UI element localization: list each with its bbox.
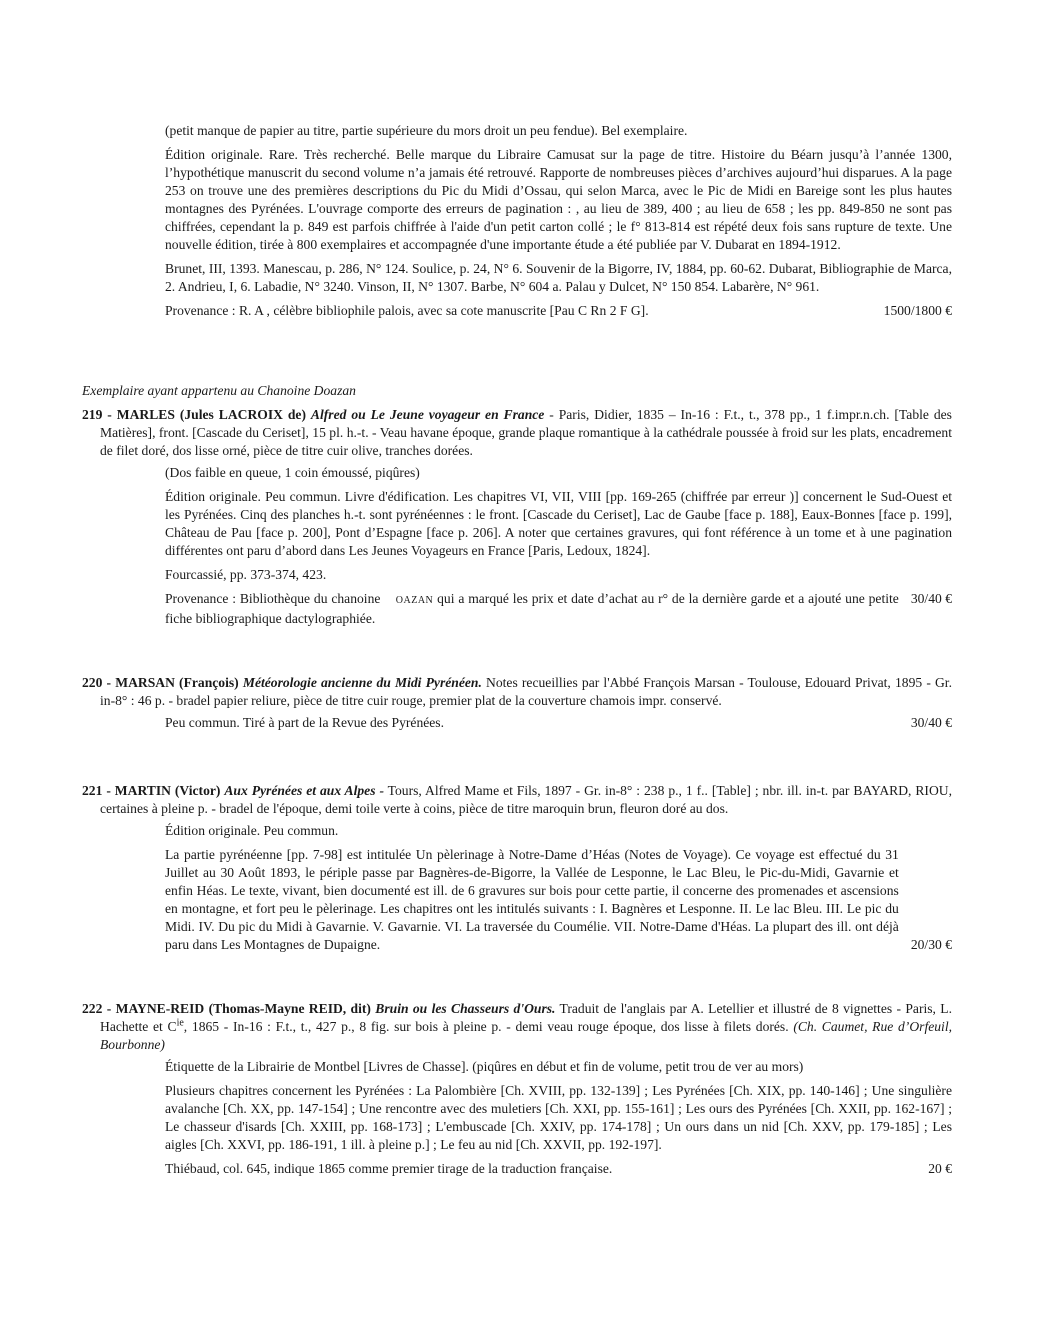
provenance [165,590,899,628]
references: Fourcassié, pp. 373-374, 423. [165,567,327,582]
references: Thiébaud, col. 645, indique 1865 comme premier tirage de la traduction française. [165,1161,613,1176]
entry-number: 221 - [82,783,111,798]
imprint-superscript: ie [176,1017,184,1029]
note-line [165,714,952,732]
entry-body [165,822,952,954]
provenance-text: Provenance : Bibliothèque du chanoine [165,591,381,606]
entry-body [165,1058,952,1178]
provenance: Provenance : R. A , célèbre bibliophile palois, avec sa cote manuscrite [Pau C Rn 2 F G]. [165,303,649,318]
references: Brunet, III, 1393. Manescau, p. 286, N° 124. Soulice, p. 24, N° 6. Souvenir de la Bigorre, IV, 1884, pp. 60-62. Dubarat, Bibliographie de Marca, 2. Andrieu, I, 6. Labadie, N° 3240. Vinson, II, N° 1307. Barbe, N° 604 a. Palau y Dulcet, N° 150 854. Labarère, N° 961. [165,261,952,294]
imprint: Tours, Alfred Mame et Fils, 1897 - Gr. in-8° : 238 p., 1 f.. [Table] ; nbr. ill. in-t. par BAYARD, RIOU, certaines à pleine p. - bradel de l'époque, demi toile verte à coins, pièce de titre maroquin brun, fleuron doré au dos. [100,783,952,816]
title: Météorologie ancienne du Midi Pyrénéen. [242,675,482,690]
price: 20 € [928,1161,952,1176]
title: Bruin ou les Chasseurs d'Ours. [375,1001,556,1016]
references-line [165,1160,952,1178]
previous-entry-continuation [165,122,952,320]
price: 20/30 € [910,937,952,952]
note: Peu commun. Tiré à part de la Revue des Pyrénées. [165,715,444,730]
entry-number: 220 - [82,675,112,690]
entry-header [82,782,952,818]
chapters: Plusieurs chapitres concernent les Pyrénées : La Palombière [Ch. XVIII, pp. 132-139] ; Les Pyrénées [Ch. XIX, pp. 140-146] ; Une singulière avalanche [Ch. XX, pp. 147-154] ; Une rencontre avec des muletiers [Ch. XXI, pp. 155-161] ; Les ours des Pyrénées [Ch. XXII, pp. 162-167] ; Le chasseur d'isards [Ch. XXIII, pp. 168-173] ; L'embuscade [Ch. XXIV, pp. 174-178] ; Un ours dans un nid [Ch. XXV, pp. 179-185] ; Les aigles [Ch. XXVI, pp. 186-191, 1 ill. à pleine p.] ; Le feu au nid [Ch. XXVII, pp. 192-197]. [165,1083,952,1152]
provenance-text-end: qui a marqué les prix et date d’achat au r° de la dernière garde et a ajouté une petite fiche bibliographique dactylographiée. [165,591,899,626]
title: Aux Pyrénées et aux Alpes - [224,783,384,798]
entry-221 [82,782,952,960]
provenance-line [165,590,952,628]
author: MARLES (Jules LACROIX de) [116,407,306,422]
description: Édition originale. Rare. Très recherché. Belle marque du Libraire Camusat sur la page de titre. Histoire du Béarn jusqu’à l’année 1300, l’hypothétique manuscrit du second volume n’a jamais été retrouvé. Rapporte de nombreuses pièces d’archives aujourd’hui disparues. A la page 253 on trouve une des premières descriptions du Pic du Midi d’Ossau, qui selon Marca, avec le Pic de Midi en Bareige sont les plus hautes montagnes des Pyrénées. L'ouvrage comporte des erreurs de pagination : , au lieu de 389, 400 ; au lieu de 658 ; les pp. 849-850 ne sont pas chiffrées, cependant la p. 849 est parfois chiffrée à l'aide d'un petit carton collé ; le f° 813-814 est répété deux fois sans rupture de texte. Une nouvelle édition, tirée à 800 exemplaires et accompagnée d'une importante étude a été publiée par V. Dubarat en 1894-1912. [165,147,952,252]
binder-note: (Ch. Caumet, Rue d’Orfeuil, Bourbonne) [100,1019,952,1052]
price: 1500/1800 € [883,303,952,318]
entry-header [82,406,952,460]
entry-number: 222 - [82,1001,112,1016]
entry-number: 219 - [82,407,112,422]
title: Alfred ou Le Jeune voyageur en France [310,407,545,422]
entry-header [82,674,952,710]
label-note: Étiquette de la Librairie de Montbel [Livres de Chasse]. (piqûres en début et fin de volume, petit trou de ver au mors) [165,1059,804,1074]
entry-body [165,714,952,732]
section-heading: Exemplaire ayant appartenu au Chanoine Doazan [82,383,356,398]
provenance-line [165,302,952,320]
description: Édition originale. Peu commun. Livre d'édification. Les chapitres VI, VII, VIII [pp. 169-265 (chiffrée par erreur )] concernent le Sud-Ouest et les Pyrénées. Cinq des planches h.-t. sont pyrénéennes : le front. [Cascade du Ceriset], Lac de Gaube [face p. 188], Eaux-Bonnes [face p. 199], Château de Pau [face p. 200], Pont d’Espagne [face p. 206]. A noter que certaines gravures, qui font référence à un tome et à une pagination différentes ont paru d’abord dans Les Jeunes Voyageurs en France [Paris, Ledoux, 1824]. [165,489,952,558]
description: La partie pyrénéenne [pp. 7-98] est intitulée Un pèlerinage à Notre-Dame d’Héas (Notes de Voyage). Ce voyage est effectué du 31 Juillet au 30 Août 1893, le périple passe par Bagnères-de-Bigorre, la Vallée de Lesponne, le Lac Bleu, le Pic-du-Midi, Gavarnie et enfin Héas. Le texte, vivant, bien documenté est ill. de 6 gravures sur bois pour cette partie, il concerne des promenades et ascensions en montagne, et fort peu le pèlerinage. Les chapitres ont les intitulés suivants : I. Bagnères et Lesponne. II. Le lac Bleu. III. Le pic du Midi. IV. Du pic du Midi à Gavarnie. V. Gavarnie. VI. La traversée du Coumélie. VII. Notre-Dame d'Héas. La plupart des ill. ont déjà paru dans Les Montagnes de Dupaigne. [165,847,899,952]
note: Édition originale. Peu commun. [165,823,339,838]
author: MARTIN (Victor) [114,783,221,798]
description-line [165,846,952,954]
imprint-text-end: , 1865 - In-16 : F.t., t., 427 p., 8 fig. sur bois à pleine p. - demi veau rouge époque, dos lisse à filets dorés. [183,1019,789,1034]
price: 30/40 € [910,715,952,730]
condition-note: (Dos faible en queue, 1 coin émoussé, piqûres) [165,465,420,480]
entry-222 [82,1000,952,1184]
imprint: Notes recueillies par l'Abbé François Marsan - Toulouse, Edouard Privat, 1895 - Gr. in-8° : 46 p. - bradel papier reliure, pièce de titre cuir rouge, premier plat de la couverture chamois impr. conservé. [100,675,952,708]
entry-body [165,464,952,628]
imprint-text: Traduit de l'anglais par A. Letellier et illustré de 8 vignettes - Paris, L. Hachette et C [100,1001,952,1034]
entry-220 [82,674,952,738]
entry-header [82,1000,952,1054]
author: MAYNE-REID (Thomas-Mayne REID, dit) [115,1001,371,1016]
price: 30/40 € [910,591,952,606]
condition-note: (petit manque de papier au titre, partie supérieure du mors droit un peu fendue). Bel exemplaire. [165,123,688,138]
author: MARSAN (François) [115,675,239,690]
imprint: - Paris, Didier, 1835 – In-16 : F.t., t., 378 pp., 1 f.impr.n.ch. [Table des Matières], front. [Cascade du Ceriset], 15 pl. h.-t. - Veau havane époque, grande plaque romantique à la cathédrale poussée à froid sur les plats, encadrement de filet doré, dos lisse orné, pièce de titre cuir olive, tranches dorées. [100,407,952,458]
provenance-smallcaps: OAZAN [395,595,434,606]
entry-219 [82,406,952,634]
